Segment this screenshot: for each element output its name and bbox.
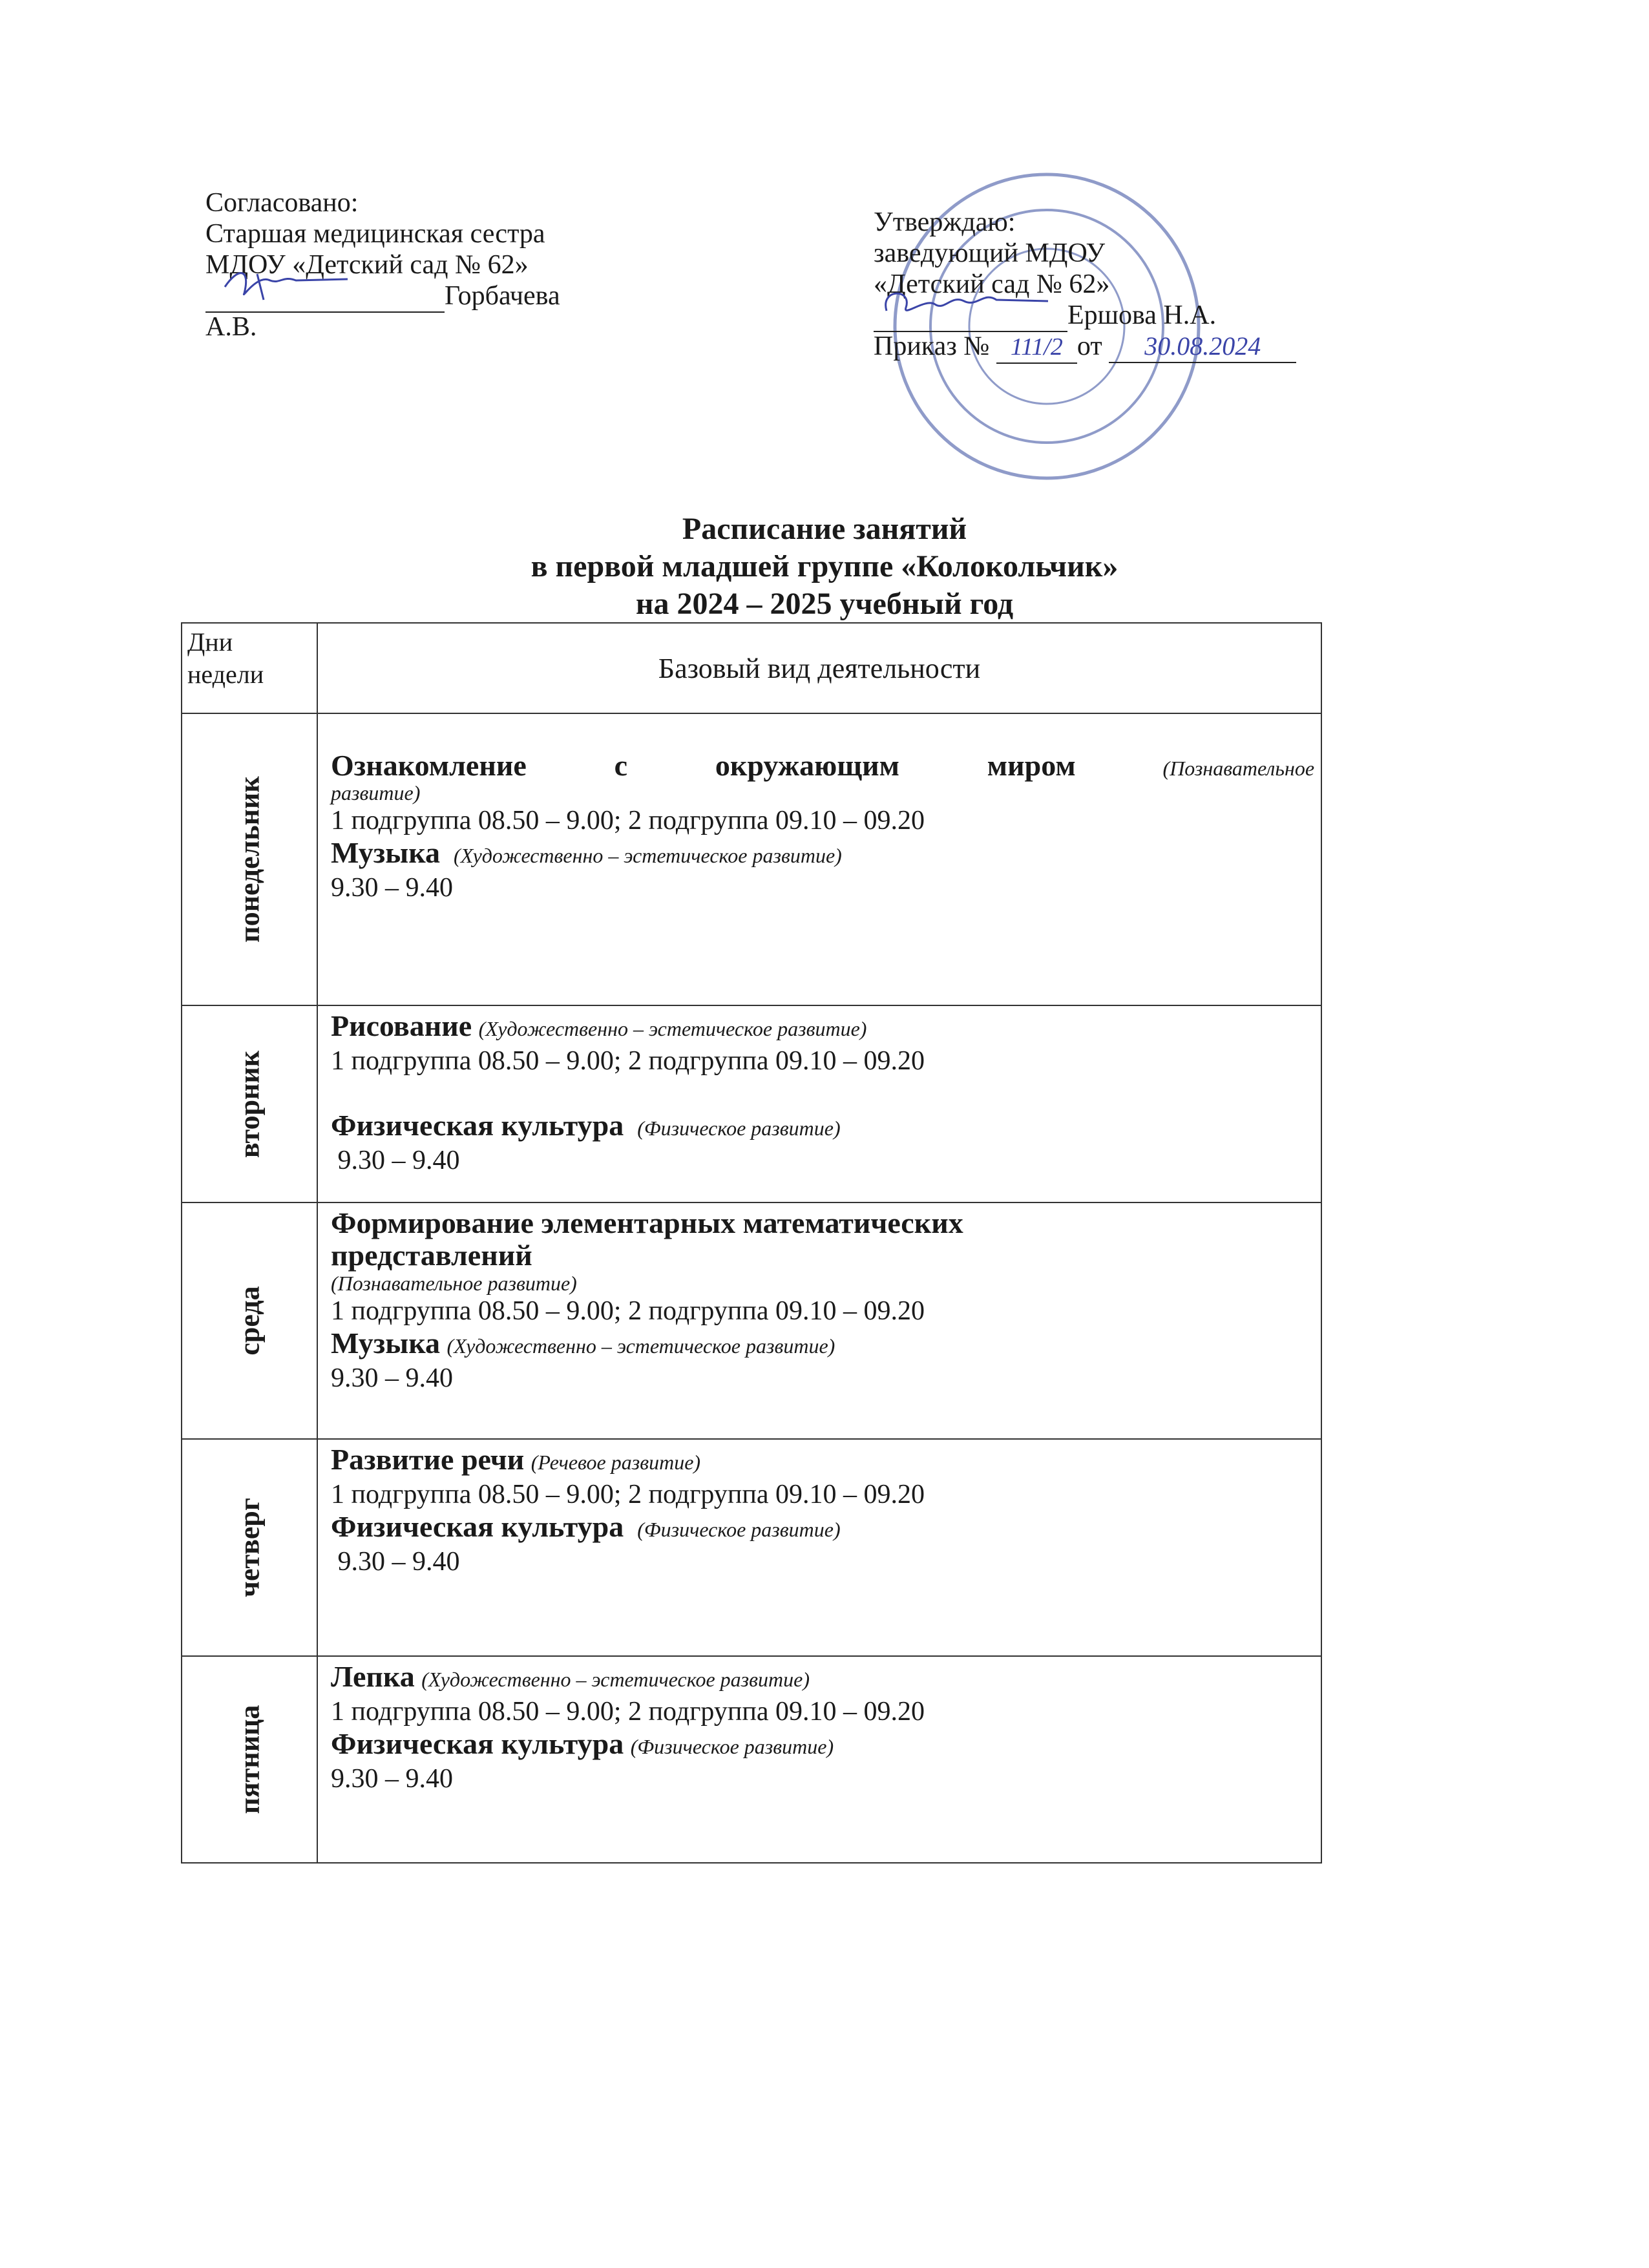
signature-underline	[874, 300, 1067, 332]
activity-area: (Художественно – эстетическое развитие)	[421, 1668, 810, 1691]
agreed-position: Старшая медицинская сестра	[205, 219, 545, 249]
day-cell	[182, 1656, 317, 1863]
activity-area: (Художественно – эстетическое развитие)	[454, 844, 842, 867]
schedule-table	[181, 622, 1322, 1864]
order-from-label: от	[1077, 331, 1102, 361]
activity-subject: Музыка	[331, 1327, 441, 1360]
header-activity: Базовый вид деятельности	[317, 623, 1321, 713]
activity-subject: Музыка	[331, 836, 441, 869]
activity-area: (Художественно – эстетическое развитие)	[478, 1017, 867, 1040]
activity-subject: Ознакомление с окружающим миром	[331, 749, 1076, 782]
day-label: четверг	[233, 1498, 266, 1597]
activity-time: 1 подгруппа 08.50 – 9.00; 2 подгруппа 09.10 – 09.20	[331, 1480, 925, 1509]
activity-subject: Рисование	[331, 1009, 472, 1042]
header-days: Дни недели	[182, 623, 317, 713]
activity-time	[331, 1546, 1314, 1578]
agreed-block	[205, 187, 560, 342]
table-row	[182, 1005, 1321, 1202]
day-label: среда	[233, 1286, 266, 1356]
signature-underline	[205, 280, 445, 313]
order-number: 111/2	[996, 331, 1077, 364]
table-row	[182, 713, 1321, 1005]
activity-1-line	[331, 1444, 1314, 1478]
activity-2-line	[331, 1511, 1314, 1546]
day-label: пятница	[233, 1705, 266, 1814]
agreed-organization: МДОУ «Детский сад № 62»	[205, 250, 529, 280]
activity-area: (Познавательное	[1162, 757, 1315, 780]
day-cell	[182, 1439, 317, 1656]
day-cell	[182, 713, 317, 1005]
activity-time-value: 9.30 – 9.40	[337, 1547, 460, 1577]
table-row	[182, 1202, 1321, 1439]
activity-cell	[317, 1439, 1321, 1656]
activity-cell	[317, 1202, 1321, 1439]
activity-time: 1 подгруппа 08.50 – 9.00; 2 подгруппа 09.10 – 09.20	[331, 806, 925, 835]
activity-time: 9.30 – 9.40	[331, 873, 453, 903]
spacer	[331, 1077, 1314, 1109]
table-header-row	[182, 623, 1321, 713]
approved-signature-line	[874, 300, 1296, 331]
title-line-1: Расписание занятий	[682, 512, 967, 546]
activity-cell	[317, 713, 1321, 1005]
activity-2-line	[331, 1109, 1314, 1144]
title-line-2: в первой младшей группе «Колокольчик»	[530, 549, 1119, 583]
signature-icon	[218, 261, 361, 306]
activity-area: (Физическое развитие)	[637, 1518, 841, 1541]
activity-area: (Познавательное развитие)	[331, 1272, 577, 1295]
approved-position: заведующий МДОУ	[874, 238, 1106, 268]
activity-1-line	[331, 1010, 1314, 1045]
order-date: 30.08.2024	[1109, 331, 1296, 363]
agreed-signature-line	[205, 280, 560, 311]
approved-order	[874, 331, 1296, 362]
activity-subject: Физическая культура	[331, 1510, 624, 1543]
approved-organization: «Детский сад № 62»	[874, 269, 1110, 299]
approved-name: Ершова Н.А.	[1067, 300, 1217, 330]
activity-area: (Физическое развитие)	[630, 1735, 834, 1758]
activity-area: (Речевое развитие)	[530, 1451, 701, 1474]
title-line-3: на 2024 – 2025 учебный год	[635, 587, 1014, 621]
activity-subject: Развитие речи	[331, 1443, 525, 1476]
activity-time: 1 подгруппа 08.50 – 9.00; 2 подгруппа 09.10 – 09.20	[331, 1046, 925, 1076]
activity-cell	[317, 1656, 1321, 1863]
activity-1-line	[331, 1661, 1314, 1696]
activity-subject: Лепка	[331, 1660, 415, 1693]
activity-time: 1 подгруппа 08.50 – 9.00; 2 подгруппа 09.10 – 09.20	[331, 1296, 925, 1326]
agreed-initials: А.В.	[205, 312, 257, 342]
activity-time-value: 9.30 – 9.40	[337, 1146, 460, 1175]
table-row	[182, 1656, 1321, 1863]
activity-2-line	[331, 1327, 1314, 1362]
activity-2-line	[331, 1728, 1314, 1763]
day-cell	[182, 1005, 317, 1202]
activity-subject: Физическая культура	[331, 1109, 624, 1142]
approved-block	[874, 207, 1296, 362]
table-row	[182, 1439, 1321, 1656]
activity-time: 9.30 – 9.40	[331, 1764, 453, 1794]
signature-icon	[874, 282, 1055, 327]
activity-time	[331, 1144, 1314, 1177]
activity-subject-line	[331, 749, 1315, 782]
activity-area-cont: развитие)	[331, 781, 421, 804]
agreed-name: Горбачева	[445, 281, 560, 311]
order-label: Приказ №	[874, 331, 990, 361]
activity-subject: Физическая культура	[331, 1727, 624, 1760]
day-label: вторник	[233, 1050, 266, 1158]
activity-area: (Физическое развитие)	[637, 1117, 841, 1140]
activity-2-line	[331, 837, 1314, 872]
activity-time: 9.30 – 9.40	[331, 1363, 453, 1393]
activity-subject: Формирование элементарных математических представлений	[331, 1206, 963, 1272]
activity-cell	[317, 1005, 1321, 1202]
approved-label: Утверждаю:	[874, 207, 1016, 237]
activity-time: 1 подгруппа 08.50 – 9.00; 2 подгруппа 09.10 – 09.20	[331, 1697, 925, 1727]
activity-area: (Художественно – эстетическое развитие)	[446, 1334, 835, 1358]
day-cell	[182, 1202, 317, 1439]
page-title	[0, 510, 1649, 623]
day-label: понедельник	[233, 776, 266, 943]
agreed-label: Согласовано:	[205, 188, 359, 218]
